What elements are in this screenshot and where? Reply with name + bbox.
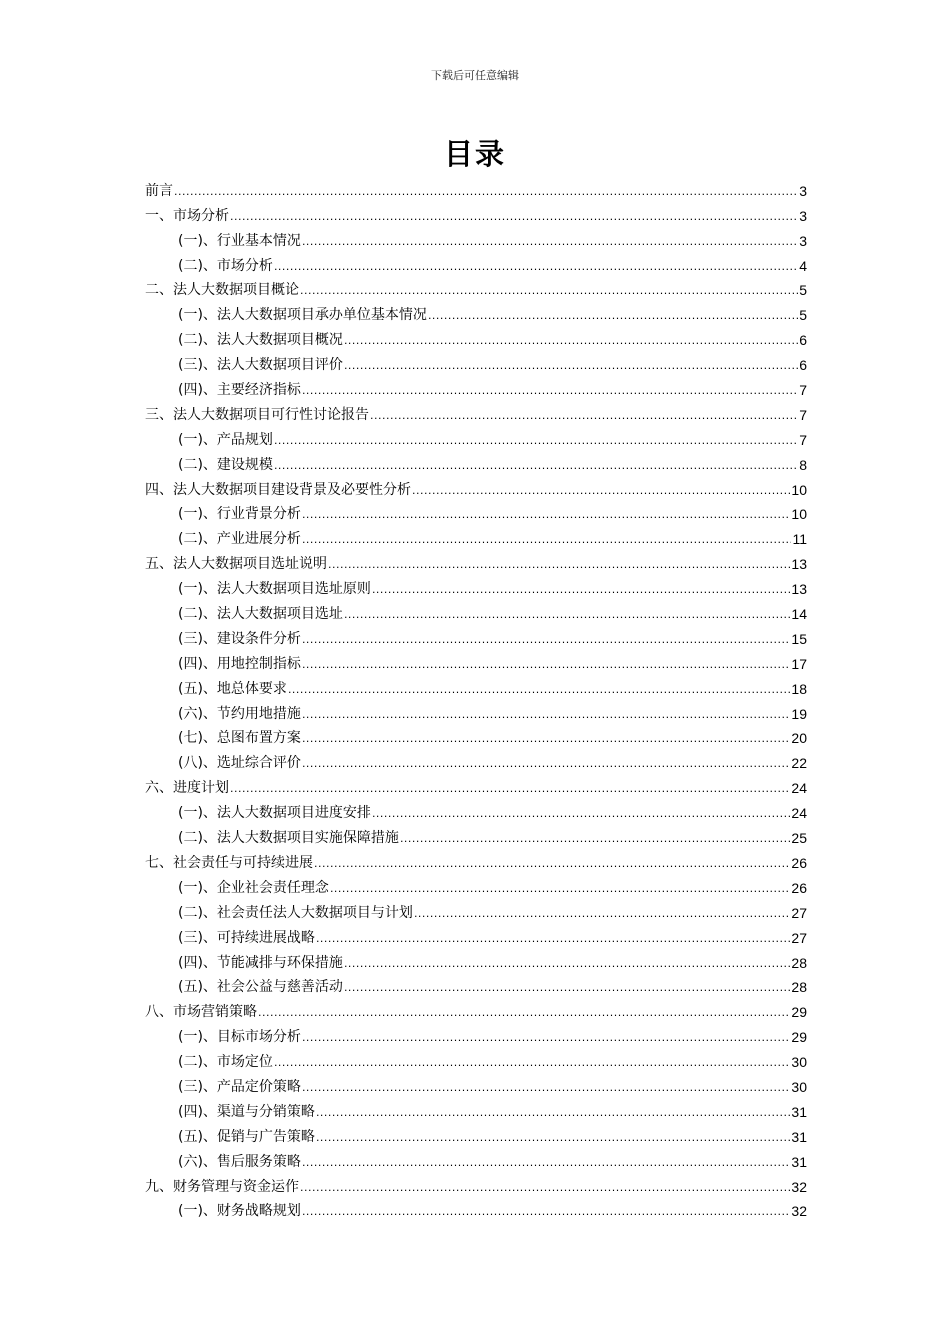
toc-entry-page-number: 3	[799, 232, 807, 249]
toc-entry[interactable]	[145, 325, 807, 350]
toc-dot-leader	[230, 780, 790, 798]
toc-entry-title: (二)、市场定位	[178, 1054, 273, 1071]
toc-dot-leader	[428, 307, 798, 325]
toc-dot-leader	[316, 1104, 790, 1122]
toc-dot-leader	[288, 681, 790, 699]
toc-entry-page-number: 7	[799, 406, 807, 423]
toc-entry[interactable]	[145, 226, 807, 251]
toc-entry-page-number: 5	[799, 307, 807, 324]
toc-entry-page-number: 18	[791, 680, 807, 697]
toc-entry-page-number: 10	[791, 506, 807, 523]
toc-entry[interactable]	[145, 724, 807, 749]
toc-entry-title: 一、市场分析	[145, 207, 229, 224]
toc-entry[interactable]	[145, 973, 807, 998]
toc-dot-leader	[230, 208, 798, 226]
toc-entry[interactable]	[145, 1047, 807, 1072]
toc-dot-leader	[314, 855, 790, 873]
toc-entry-page-number: 24	[791, 805, 807, 822]
toc-entry-title: 六、进度计划	[145, 780, 229, 797]
toc-entry-page-number: 6	[799, 332, 807, 349]
toc-entry-title: (五)、地总体要求	[178, 680, 287, 697]
toc-entry[interactable]	[145, 475, 807, 500]
toc-entry-page-number: 28	[791, 979, 807, 996]
toc-dot-leader	[300, 282, 798, 300]
toc-dot-leader	[370, 407, 798, 425]
toc-entry-page-number: 31	[791, 1103, 807, 1120]
toc-dot-leader	[372, 805, 790, 823]
page-header: 下载后可任意编辑	[431, 69, 519, 82]
toc-entry-title: (四)、节能减排与环保措施	[178, 954, 343, 971]
toc-entry[interactable]	[145, 400, 807, 425]
toc-dot-leader	[174, 183, 798, 201]
toc-entry[interactable]	[145, 1172, 807, 1197]
toc-entry-page-number: 24	[791, 780, 807, 797]
toc-entry-page-number: 4	[799, 257, 807, 274]
toc-entry[interactable]	[145, 848, 807, 873]
toc-entry-title: (七)、总图布置方案	[178, 730, 301, 747]
toc-entry-title: (三)、法人大数据项目评价	[178, 357, 343, 374]
toc-dot-leader	[302, 730, 790, 748]
toc-dot-leader	[258, 1004, 790, 1022]
toc-entry-title: (八)、选址综合评价	[178, 755, 301, 772]
toc-dot-leader	[302, 1154, 790, 1172]
toc-entry[interactable]	[145, 1147, 807, 1172]
toc-dot-leader	[274, 432, 798, 450]
toc-entry-page-number: 27	[791, 904, 807, 921]
toc-entry[interactable]	[145, 1197, 807, 1222]
toc-dot-leader	[302, 531, 792, 549]
toc-entry-title: (五)、社会公益与慈善活动	[178, 979, 343, 996]
toc-entry[interactable]	[145, 350, 807, 375]
toc-entry-title: (二)、建设规模	[178, 456, 273, 473]
toc-entry-title: (四)、主要经济指标	[178, 382, 301, 399]
toc-dot-leader	[412, 482, 790, 500]
toc-entry[interactable]	[145, 948, 807, 973]
toc-entry-title: (一)、法人大数据项目进度安排	[178, 805, 371, 822]
toc-entry-title: 九、财务管理与资金运作	[145, 1178, 299, 1195]
toc-dot-leader	[302, 1203, 790, 1221]
toc-entry[interactable]	[145, 923, 807, 948]
toc-dot-leader	[344, 955, 790, 973]
toc-entry-page-number: 5	[799, 282, 807, 299]
toc-entry[interactable]	[145, 873, 807, 898]
toc-entry-title: (一)、企业社会责任理念	[178, 879, 329, 896]
table-of-contents	[145, 176, 807, 1221]
toc-entry[interactable]	[145, 599, 807, 624]
toc-entry[interactable]	[145, 574, 807, 599]
toc-entry-page-number: 14	[791, 606, 807, 623]
toc-entry-page-number: 17	[791, 655, 807, 672]
toc-entry[interactable]	[145, 375, 807, 400]
toc-dot-leader	[274, 1054, 790, 1072]
toc-entry-page-number: 32	[791, 1203, 807, 1220]
toc-dot-leader	[274, 457, 798, 475]
toc-entry[interactable]	[145, 649, 807, 674]
toc-entry[interactable]	[145, 997, 807, 1022]
toc-entry-page-number: 31	[791, 1153, 807, 1170]
toc-entry[interactable]	[145, 450, 807, 475]
toc-dot-leader	[302, 1079, 790, 1097]
toc-dot-leader	[344, 606, 790, 624]
toc-entry-title: 前言	[145, 182, 173, 199]
toc-entry-page-number: 31	[791, 1128, 807, 1145]
toc-entry-title: (二)、法人大数据项目概况	[178, 332, 343, 349]
toc-entry[interactable]	[145, 674, 807, 699]
toc-entry-title: (三)、产品定价策略	[178, 1078, 301, 1095]
toc-entry[interactable]	[145, 276, 807, 301]
toc-entry-page-number: 26	[791, 854, 807, 871]
toc-dot-leader	[302, 706, 790, 724]
toc-entry-page-number: 3	[799, 182, 807, 199]
toc-dot-leader	[302, 506, 790, 524]
toc-dot-leader	[302, 755, 790, 773]
toc-entry-title: (一)、行业背景分析	[178, 506, 301, 523]
toc-entry[interactable]	[145, 425, 807, 450]
toc-entry-page-number: 30	[791, 1078, 807, 1095]
toc-entry-title: (二)、法人大数据项目实施保障措施	[178, 830, 399, 847]
toc-entry-title: (二)、产业进展分析	[178, 531, 301, 548]
toc-dot-leader	[372, 581, 790, 599]
toc-entry-title: 八、市场营销策略	[145, 1004, 257, 1021]
toc-entry-page-number: 22	[791, 755, 807, 772]
toc-dot-leader	[302, 233, 798, 251]
toc-dot-leader	[344, 332, 798, 350]
toc-entry-page-number: 19	[791, 705, 807, 722]
toc-dot-leader	[316, 930, 790, 948]
toc-entry-page-number: 26	[791, 879, 807, 896]
toc-entry-title: (四)、用地控制指标	[178, 655, 301, 672]
toc-entry-title: (六)、节约用地措施	[178, 705, 301, 722]
toc-entry-title: (一)、法人大数据项目承办单位基本情况	[178, 307, 427, 324]
toc-entry-page-number: 28	[791, 954, 807, 971]
toc-entry-page-number: 29	[791, 1029, 807, 1046]
toc-entry-page-number: 7	[799, 431, 807, 448]
toc-dot-leader	[344, 979, 790, 997]
toc-entry-page-number: 30	[791, 1054, 807, 1071]
page-title: 目录	[443, 137, 506, 171]
toc-dot-leader	[414, 905, 790, 923]
toc-entry-title: (五)、促销与广告策略	[178, 1128, 315, 1145]
toc-entry-page-number: 15	[791, 630, 807, 647]
toc-dot-leader	[274, 258, 798, 276]
toc-entry[interactable]	[145, 1122, 807, 1147]
toc-entry-title: 七、社会责任与可持续进展	[145, 854, 313, 871]
toc-entry[interactable]	[145, 748, 807, 773]
toc-entry-page-number: 11	[792, 531, 807, 548]
toc-entry-page-number: 13	[791, 556, 807, 573]
toc-entry-title: (二)、市场分析	[178, 257, 273, 274]
toc-entry[interactable]	[145, 549, 807, 574]
toc-entry-title: (六)、售后服务策略	[178, 1153, 301, 1170]
toc-entry-page-number: 27	[791, 929, 807, 946]
toc-entry[interactable]	[145, 201, 807, 226]
toc-entry-title: 四、法人大数据项目建设背景及必要性分析	[145, 481, 411, 498]
toc-entry-title: (一)、财务战略规划	[178, 1203, 301, 1220]
toc-dot-leader	[302, 631, 790, 649]
toc-dot-leader	[330, 880, 790, 898]
toc-entry[interactable]	[145, 300, 807, 325]
toc-entry-title: (二)、社会责任法人大数据项目与计划	[178, 904, 413, 921]
toc-dot-leader	[300, 1179, 790, 1197]
toc-entry-title: (一)、产品规划	[178, 431, 273, 448]
toc-entry-page-number: 29	[791, 1004, 807, 1021]
toc-dot-leader	[302, 656, 790, 674]
toc-entry-page-number: 20	[791, 730, 807, 747]
toc-entry[interactable]	[145, 823, 807, 848]
toc-dot-leader	[328, 556, 790, 574]
toc-entry-page-number: 8	[799, 456, 807, 473]
toc-entry-title: (一)、目标市场分析	[178, 1029, 301, 1046]
toc-entry-page-number: 32	[791, 1178, 807, 1195]
toc-entry-page-number: 3	[799, 207, 807, 224]
toc-dot-leader	[302, 382, 798, 400]
toc-entry-title: 五、法人大数据项目选址说明	[145, 556, 327, 573]
toc-dot-leader	[344, 357, 798, 375]
toc-entry[interactable]	[145, 624, 807, 649]
toc-entry-title: (二)、法人大数据项目选址	[178, 606, 343, 623]
toc-entry[interactable]	[145, 898, 807, 923]
toc-entry[interactable]	[145, 1097, 807, 1122]
toc-dot-leader	[302, 1029, 790, 1047]
toc-entry[interactable]	[145, 176, 807, 201]
toc-entry[interactable]	[145, 500, 807, 525]
toc-entry-title: (三)、可持续进展战略	[178, 929, 315, 946]
toc-entry[interactable]	[145, 699, 807, 724]
toc-entry-title: (四)、渠道与分销策略	[178, 1103, 315, 1120]
toc-entry[interactable]	[145, 524, 807, 549]
toc-entry[interactable]	[145, 1072, 807, 1097]
toc-entry[interactable]	[145, 1022, 807, 1047]
toc-entry[interactable]	[145, 251, 807, 276]
toc-entry-title: (一)、法人大数据项目选址原则	[178, 581, 371, 598]
toc-entry-title: 三、法人大数据项目可行性讨论报告	[145, 406, 369, 423]
toc-dot-leader	[316, 1129, 790, 1147]
toc-entry-title: (三)、建设条件分析	[178, 630, 301, 647]
toc-entry-page-number: 10	[791, 481, 807, 498]
toc-entry[interactable]	[145, 798, 807, 823]
toc-entry-page-number: 25	[791, 830, 807, 847]
toc-entry-page-number: 6	[799, 357, 807, 374]
toc-entry-page-number: 7	[799, 382, 807, 399]
toc-entry-title: 二、法人大数据项目概论	[145, 282, 299, 299]
toc-dot-leader	[400, 830, 790, 848]
toc-entry-page-number: 13	[791, 581, 807, 598]
toc-entry-title: (一)、行业基本情况	[178, 232, 301, 249]
toc-entry[interactable]	[145, 773, 807, 798]
